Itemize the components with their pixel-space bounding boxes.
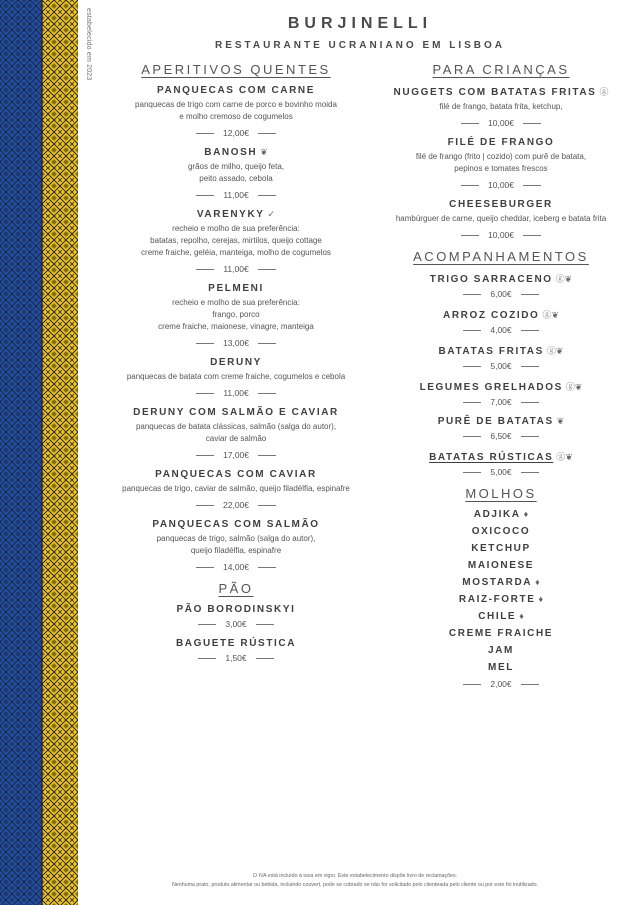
- item-name: DERUNY COM SALMÃO E CAVIAR: [133, 407, 339, 418]
- item-price-row: [80, 500, 392, 510]
- chili-icon: ♦: [519, 611, 524, 621]
- gluten-leaf-icon: ⓖ❦: [556, 452, 573, 462]
- item-price: 3,00€: [225, 619, 247, 629]
- item-name-row: [80, 147, 392, 158]
- right-column: [378, 60, 624, 698]
- sauce-item: [378, 628, 624, 639]
- footer-line-1: O IVA está incluído à taxa em vigor. Este estabelecimento dispõe livro de reclamações.: [252, 873, 458, 879]
- item-price-row: [80, 190, 392, 200]
- item-name-row: [378, 380, 624, 393]
- menu-item: [378, 450, 624, 477]
- item-price-row: [378, 230, 624, 240]
- sauce-name: ADJIKA: [473, 509, 521, 520]
- section-title-molhos: MOLHOS: [465, 486, 537, 501]
- item-name-row: [378, 272, 624, 285]
- item-price-row: [80, 562, 392, 572]
- item-name-row: [80, 209, 392, 220]
- item-price: 1,50€: [225, 653, 247, 663]
- item-name: PANQUECAS COM CARNE: [157, 85, 315, 96]
- item-name-row: [378, 450, 624, 463]
- item-description: panquecas de batata clássicas, salmão (salga do autor), caviar de salmão: [135, 422, 337, 443]
- section-title-aperitivos: APERITIVOS QUENTES: [141, 62, 331, 77]
- menu-item: [378, 308, 624, 335]
- sauce-name: KETCHUP: [471, 543, 531, 554]
- item-description: panquecas de trigo, salmão (salga do autor), queijo filadélfia, espinafre: [156, 534, 316, 555]
- item-price: 10,00€: [488, 230, 514, 240]
- item-price-row: [378, 180, 624, 190]
- item-price-row: [378, 467, 624, 477]
- item-price-row: [80, 338, 392, 348]
- established-note: estabelecido em 2023: [85, 8, 92, 81]
- menu-item: [80, 604, 392, 629]
- item-name-row: [378, 85, 624, 98]
- item-price: 14,00€: [223, 562, 249, 572]
- item-price: 17,00€: [223, 450, 249, 460]
- item-price: 11,00€: [223, 388, 249, 398]
- item-name: ARROZ COZIDO: [443, 310, 540, 321]
- item-description: panquecas de trigo com carne de porco e bovinho moida e molho cremoso de cogumelos: [135, 100, 337, 121]
- chili-icon: ♦: [538, 594, 544, 604]
- item-name: LEGUMES GRELHADOS: [419, 382, 563, 393]
- menu-item: [80, 283, 392, 348]
- item-price-row: [378, 431, 624, 441]
- restaurant-subtitle: RESTAURANTE UCRANIANO EM LISBOA: [214, 40, 506, 51]
- sauce-price-row: [378, 679, 624, 689]
- item-description: panquecas de trigo, caviar de salmão, queijo filadélfia, espinafre: [122, 484, 350, 493]
- gluten-leaf-icon: ⓖ❦: [546, 346, 564, 356]
- item-price: 22,00€: [223, 500, 249, 510]
- ukrainian-ornament-border: [0, 0, 78, 905]
- menu-item: [80, 469, 392, 510]
- item-price: 10,00€: [488, 118, 514, 128]
- item-price: 6,00€: [490, 289, 512, 299]
- item-price: 4,00€: [490, 325, 512, 335]
- item-price: 5,00€: [490, 467, 512, 477]
- sauce-name: JAM: [488, 645, 514, 656]
- sauce-item: [378, 577, 624, 588]
- item-name-row: [378, 344, 624, 357]
- section-title-pao: PÃO: [218, 581, 254, 596]
- item-price: 12,00€: [223, 128, 249, 138]
- sauce-item: [378, 543, 624, 554]
- ornament-pattern: [0, 0, 78, 905]
- menu-item: [80, 519, 392, 572]
- item-name: DERUNY: [210, 357, 262, 368]
- item-description: grãos de milho, queijo feta, peito assado, cebola: [187, 162, 285, 183]
- section-title-criancas: PARA CRIANÇAS: [432, 62, 570, 77]
- menu-item: [378, 380, 624, 407]
- chili-icon: ♦: [523, 509, 529, 519]
- item-price-row: [80, 653, 392, 663]
- menu-item: [80, 407, 392, 460]
- item-description: recheio e molho de sua preferência: batatas, repolho, cerejas, mirtilos, queijo cottage creme fraiche, geléia, manteiga, molho de cogumelos: [141, 224, 331, 257]
- item-price-row: [378, 118, 624, 128]
- sauce-item: [378, 662, 624, 673]
- item-name: NUGGETS COM BATATAS FRITAS: [393, 87, 597, 98]
- item-price-row: [80, 388, 392, 398]
- gluten-icon: ⓖ: [599, 87, 609, 97]
- sauce-item: [378, 560, 624, 571]
- item-description: panquecas de batata com creme fraiche, cogumelos e cebola: [126, 372, 346, 381]
- leaf-icon: ❦: [556, 416, 565, 426]
- menu-item: [378, 344, 624, 371]
- menu-item: [80, 85, 392, 138]
- gluten-leaf-icon: ⓖ❦: [565, 382, 583, 392]
- item-price: 5,00€: [490, 361, 512, 371]
- sauce-name: RAIZ-FORTE: [458, 594, 536, 605]
- sauce-item: [378, 526, 624, 537]
- item-name: PANQUECAS COM SALMÃO: [152, 519, 320, 530]
- menu-item: [378, 85, 624, 128]
- item-name: TRIGO SARRACENO: [429, 274, 553, 285]
- item-price-row: [80, 619, 392, 629]
- sauce-item: [378, 611, 624, 622]
- sauce-name: MEL: [488, 662, 514, 673]
- item-name: BATATAS RÚSTICAS: [429, 452, 554, 463]
- item-price: 13,00€: [223, 338, 249, 348]
- item-price-row: [378, 289, 624, 299]
- item-price-row: [378, 325, 624, 335]
- item-price-row: [80, 128, 392, 138]
- gluten-leaf-icon: ⓖ❦: [555, 274, 573, 284]
- gluten-leaf-icon: ⓖ❦: [542, 310, 559, 320]
- leaf-icon: ❦: [260, 147, 268, 157]
- sauce-item: [378, 594, 624, 605]
- item-name: PANQUECAS COM CAVIAR: [155, 469, 317, 480]
- menu-item: [378, 137, 624, 190]
- item-name: BATATAS FRITAS: [438, 346, 544, 357]
- sauce-name: MOSTARDA: [462, 577, 533, 588]
- item-price-row: [80, 450, 392, 460]
- item-description: hambúrguer de carne, queijo cheddar, iceberg e batata frita: [395, 214, 607, 223]
- sauce-name: CHILE: [478, 611, 517, 622]
- item-price-row: [378, 397, 624, 407]
- item-price-row: [80, 264, 392, 274]
- sauce-name: CREME FRAICHE: [448, 628, 554, 639]
- menu-item: [378, 272, 624, 299]
- item-name-row: [378, 308, 624, 321]
- item-price-row: [378, 361, 624, 371]
- item-name-row: [378, 416, 624, 427]
- item-price: 10,00€: [488, 180, 514, 190]
- item-name: PURÊ DE BATATAS: [437, 416, 554, 427]
- sauce-name: MAIONESE: [467, 560, 535, 571]
- item-description: filé de frango (frito | cozido) com purê de batata, pepinos e tomates frescos: [415, 152, 587, 173]
- legal-footer: [90, 872, 620, 890]
- item-name: PÃO BORODINSKYI: [176, 604, 296, 615]
- sauce-price: 2,00€: [490, 679, 512, 689]
- item-price: 7,00€: [490, 397, 512, 407]
- menu-item: [80, 638, 392, 663]
- left-column: [80, 60, 392, 672]
- item-name: VARENYKY: [196, 209, 265, 220]
- menu-item: [80, 209, 392, 274]
- sauce-item: [378, 645, 624, 656]
- sauce-name: OXICOCO: [471, 526, 531, 537]
- item-name: FILÉ DE FRANGO: [447, 137, 555, 148]
- item-name: CHEESEBURGER: [449, 199, 553, 210]
- restaurant-name: BURJINELLI: [287, 15, 433, 32]
- menu-item: [378, 199, 624, 240]
- item-description: filé de frango, batata frita, ketchup,: [439, 102, 563, 111]
- item-price: 6,50€: [490, 431, 512, 441]
- item-price: 11,00€: [223, 190, 249, 200]
- leaf-icon: ✓: [267, 209, 276, 219]
- item-price: 11,00€: [223, 264, 249, 274]
- menu-item: [378, 416, 624, 441]
- item-description: recheio e molho de sua preferência: frango, porco creme fraiche, maionese, vinagre, manteiga: [158, 298, 314, 331]
- menu-item: [80, 147, 392, 200]
- chili-icon: ♦: [535, 577, 540, 587]
- item-name: PELMENI: [208, 283, 264, 294]
- footer-line-2: Nenhuma prato, produto alimentar ou bebida, incluindo couvert, pode se cobrado se não for solicitado pelo clienteada pelo cliente ou por este foi inutilizado.: [171, 882, 538, 888]
- sauce-item: [378, 509, 624, 520]
- menu-item: [80, 357, 392, 398]
- section-title-acompanhamentos: ACOMPANHAMENTOS: [413, 249, 589, 264]
- item-name: BANOSH: [204, 147, 258, 158]
- item-name: BAGUETE RÚSTICA: [175, 638, 297, 649]
